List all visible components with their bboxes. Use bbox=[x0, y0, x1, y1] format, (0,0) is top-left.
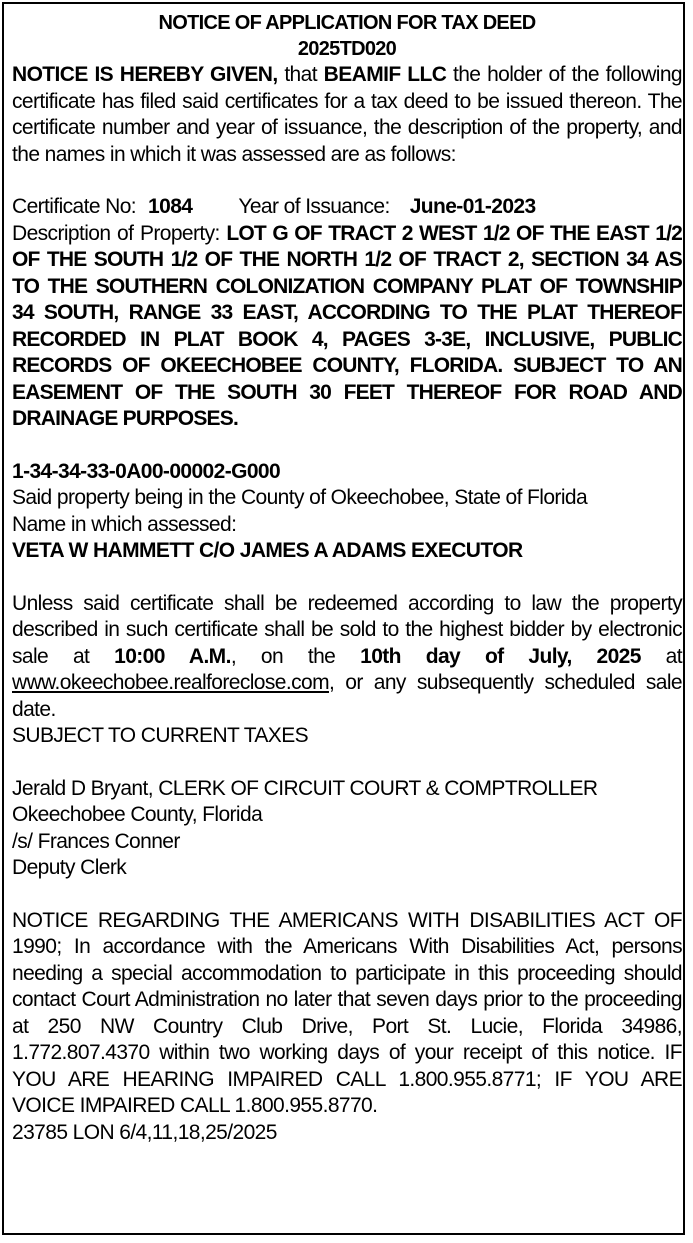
case-number: 2025TD020 bbox=[297, 38, 397, 60]
sale-time: 10:00 A.M. bbox=[114, 644, 231, 668]
notice-title bbox=[12, 10, 682, 62]
realforeclose-link[interactable]: www.okeechobee.realforeclose.com bbox=[12, 671, 329, 694]
assessed-label: Name in which assessed: bbox=[12, 512, 237, 536]
sale-paragraph bbox=[12, 591, 682, 724]
ada-notice: NOTICE REGARDING THE AMERICANS WITH DISABILITIES ACT OF 1990; In accordance with the Americans With Disabilities Act, persons needing a special accommodation to participate in this proceeding should contact Court Administration no later that seven days prior to the proceeding at 250 NW Country Club Drive, Port St. Lucie, Florida 34986, 1.772.807.4370 within two working days of your receipt of this notice. IF YOU ARE HEARING IMPAIRED CALL 1.800.955.8771; IF YOU ARE VOICE IMPAIRED CALL 1.800.955.8770. bbox=[12, 908, 682, 1117]
spacer bbox=[12, 750, 682, 776]
intro-text-1: that bbox=[277, 63, 324, 86]
tax-deed-notice bbox=[12, 10, 682, 1146]
description-label: Description of Property: bbox=[12, 221, 227, 245]
sale-text-4: , or any subsequently scheduled sale date. bbox=[12, 671, 682, 721]
assessed-name: VETA W HAMMETT C/O JAMES A ADAMS EXECUTOR bbox=[12, 539, 523, 562]
certificate-row bbox=[12, 194, 682, 221]
spacer bbox=[12, 565, 682, 591]
signature: /s/ Frances Conner bbox=[12, 829, 180, 853]
legal-description: LOT G OF TRACT 2 WEST 1/2 OF THE EAST 1/2 OF THE SOUTH 1/2 OF THE NORTH 1/2 OF TRACT 2, SECTION 34 AS TO THE SOUTHERN COLONIZATION COMPANY PLAT OF TOWNSHIP 34 SOUTH, RANGE 33 EAST, ACCORDING TO THE PLAT THEREOF RECORDED IN PLAT BOOK 4, PAGES 3-3E, INCLUSIVE, PUBLIC RECORDS OF OKEECHOBEE COUNTY, FLORIDA. SUBJECT TO AN EASEMENT OF THE SOUTH 30 FEET THEREOF FOR ROAD AND DRAINAGE PURPOSES. bbox=[12, 221, 682, 430]
certificate-number-label: Certificate No: bbox=[12, 195, 137, 218]
sale-text-2: , on the bbox=[230, 644, 361, 668]
certificate-number: 1084 bbox=[148, 195, 193, 218]
sale-text-3: at bbox=[640, 644, 682, 668]
certificate-holder: BEAMIF LLC bbox=[323, 63, 447, 86]
publication-footer: 23785 LON 6/4,11,18,25/2025 bbox=[12, 1120, 277, 1144]
parcel-id: 1-34-34-33-0A00-00002-G000 bbox=[12, 459, 281, 483]
clerk-name: Jerald D Bryant, CLERK OF CIRCUIT COURT & COMPTROLLER bbox=[12, 776, 598, 800]
county-line: Said property being in the County of Okeechobee, State of Florida bbox=[12, 486, 588, 509]
intro-paragraph bbox=[12, 62, 682, 168]
notice-heading: NOTICE OF APPLICATION FOR TAX DEED bbox=[158, 12, 536, 34]
clerk-county: Okeechobee County, Florida bbox=[12, 803, 263, 826]
year-of-issuance-label: Year of Issuance: bbox=[238, 195, 390, 218]
notice-lead: NOTICE IS HEREBY GIVEN, bbox=[12, 63, 278, 86]
property-description bbox=[12, 221, 682, 433]
spacer bbox=[12, 882, 682, 908]
spacer bbox=[12, 433, 682, 459]
sale-date: 10th day of July, 2025 bbox=[360, 644, 641, 668]
sale-text-1: Unless said certificate shall be redeemed according to law the property described in such certificate shall be sold to the highest bidder by electronic sale at bbox=[12, 591, 682, 668]
spacer bbox=[12, 168, 682, 194]
year-of-issuance: June-01-2023 bbox=[409, 195, 536, 218]
current-taxes-note: SUBJECT TO CURRENT TAXES bbox=[12, 724, 309, 747]
intro-text-2: the holder of the following certificate has filed said certificates for a tax deed to be issued thereon. The certificate number and year of issuance, the description of the property, and the names in which it was assessed are as follows: bbox=[12, 63, 682, 166]
deputy-clerk-title: Deputy Clerk bbox=[12, 856, 127, 879]
